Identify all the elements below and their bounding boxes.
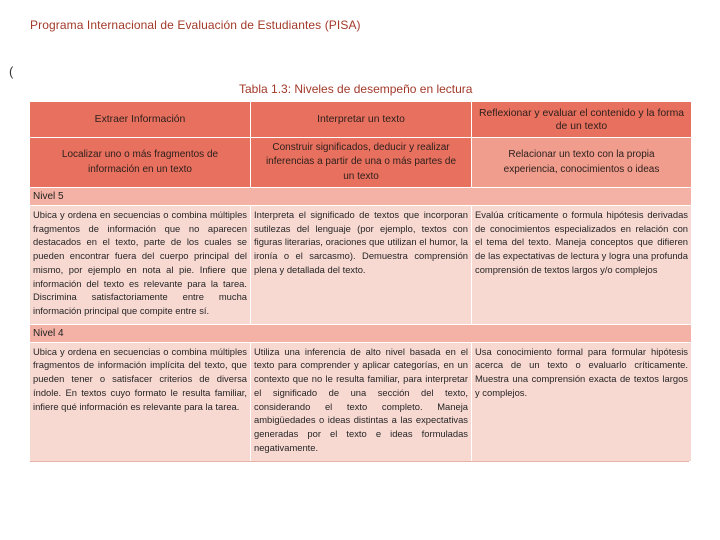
column-subheader-interpret: Construir significados, deducir y realizar inferencias a partir de una o más partes de un texto <box>251 138 471 187</box>
level-4-interpret-cell: Utiliza una inferencia de alto nivel basada en el texto para comprender y aplicar categorías, en un contexto que no le resulta familiar, para interpretar el significado de una sección del texto, considerando el texto completo. Maneja ambigüedades o ideas distintas a las expectativas generadas por el texto e ideas formuladas negativamente. <box>251 343 471 461</box>
column-subheader-reflect: Relacionar un texto con la propia experiencia, conocimientos o ideas <box>472 138 691 187</box>
level-5-interpret-cell: Interpreta el significado de textos que incorporan sutilezas del lenguaje (por ejemplo, textos con figuras literarias, oraciones que utilizan el humor, la ironía o el sarcasmo). Demuestra comprensión plena y detallada del texto. <box>251 206 471 324</box>
column-header-interpret: Interpretar un texto <box>251 102 471 137</box>
column-header-reflect: Reflexionar y evaluar el contenido y la forma de un texto <box>472 102 691 137</box>
stray-mark: ( <box>9 64 14 79</box>
reading-levels-table <box>30 102 689 462</box>
level-5-reflect-cell: Evalúa críticamente o formula hipótesis derivadas de conocimientos especializados en relación con el tema del texto. Maneja conceptos que difieren de las expectativas de lectura y logra una profunda comprensión de textos largos y/o complejos <box>472 206 691 324</box>
table-caption: Tabla 1.3: Niveles de desempeño en lectura <box>239 82 473 96</box>
column-header-extract: Extraer Información <box>30 102 250 137</box>
document-header-title: Programa Internacional de Evaluación de Estudiantes (PISA) <box>30 18 361 32</box>
level-4-extract-cell: Ubica y ordena en secuencias o combina múltiples fragmentos de información implícita del texto, que pueden tener o satisfacer criterios de diversa índole. En textos cuyo formato le resulta familiar, infiere qué información es relevante para la tarea. <box>30 343 250 461</box>
level-4-label: Nivel 4 <box>30 325 691 342</box>
column-subheader-extract: Localizar uno o más fragmentos de información en un texto <box>30 138 250 187</box>
level-4-reflect-cell: Usa conocimiento formal para formular hipótesis acerca de un texto o evaluarlo críticamente. Muestra una comprensión exacta de textos largos y complejos. <box>472 343 691 461</box>
level-5-label: Nivel 5 <box>30 188 691 205</box>
level-5-extract-cell: Ubica y ordena en secuencias o combina múltiples fragmentos de información que no aparecen destacados en el texto, parte de los cuales se pueden encontrar fuera del cuerpo principal del mismo, por ejemplo en nota al pie. Infiere que información del texto es relevante para la tarea. Discrimina satisfactoriamente entre mucha información principal que compite entre sí. <box>30 206 250 324</box>
